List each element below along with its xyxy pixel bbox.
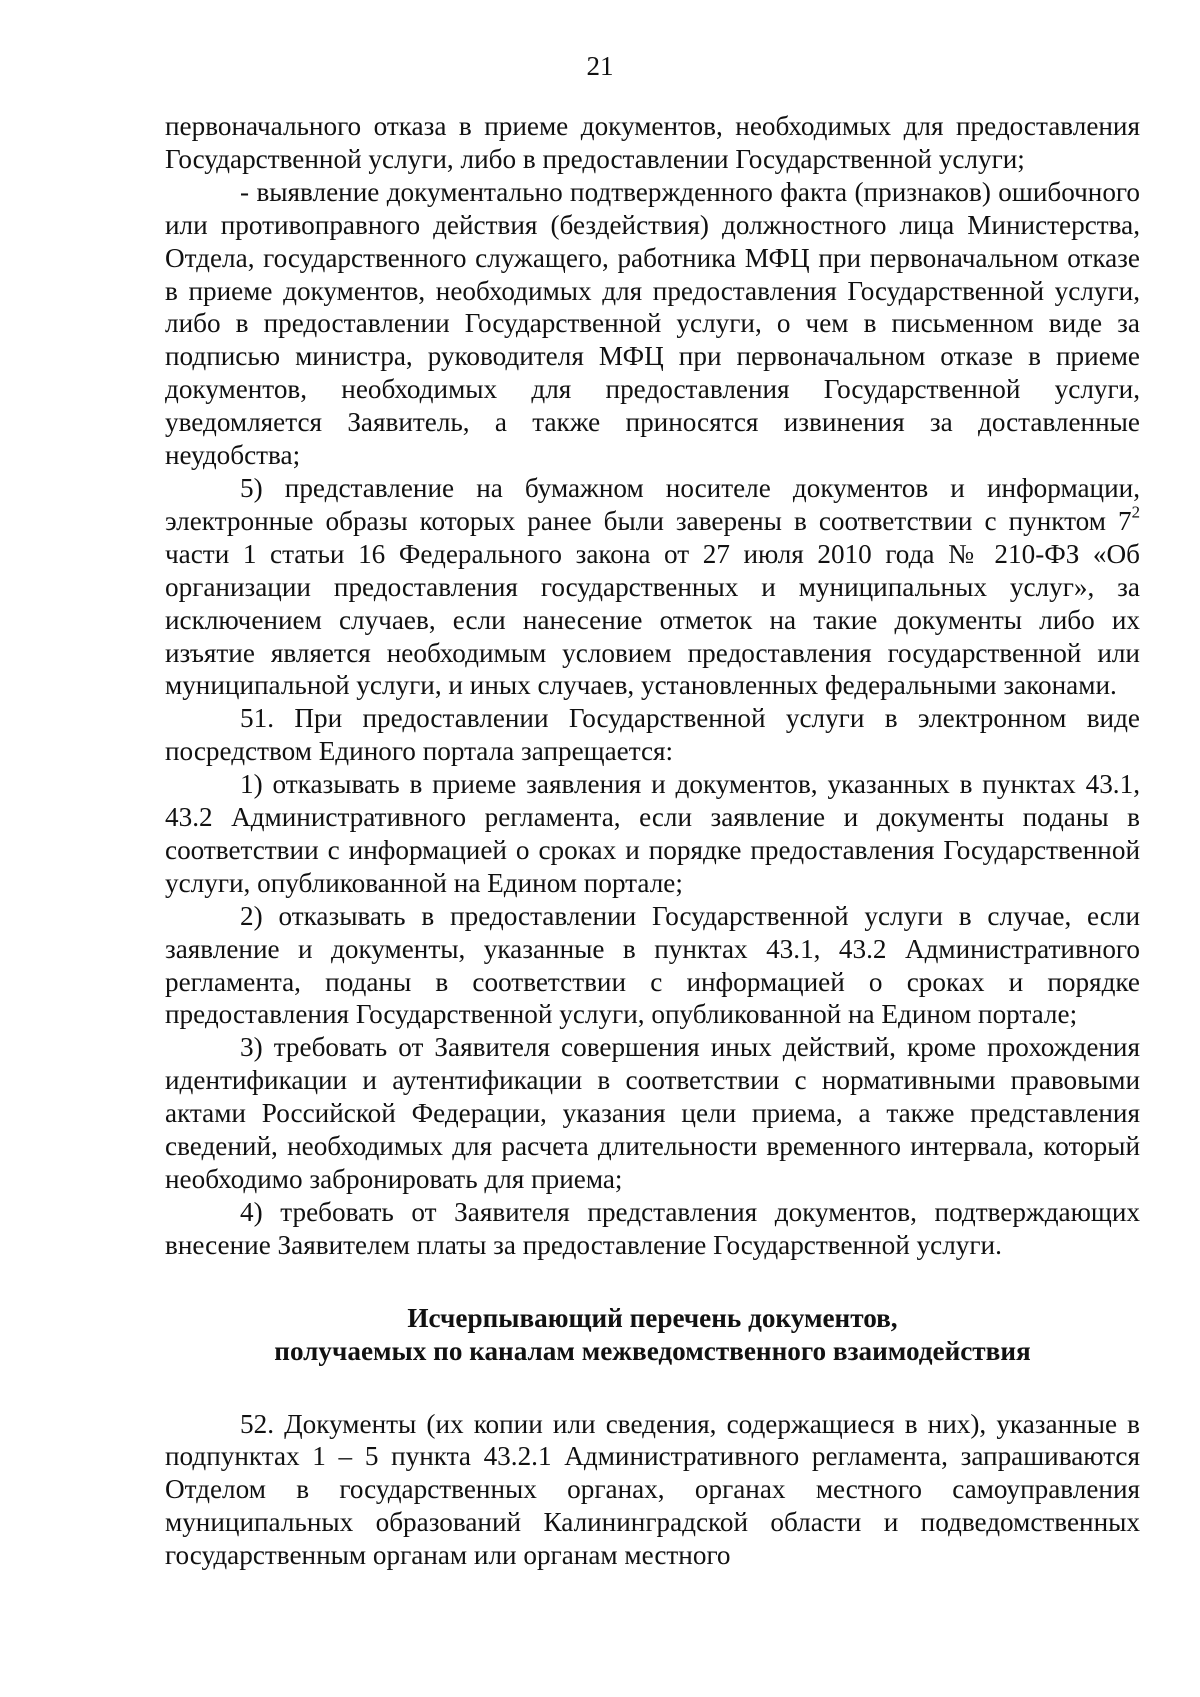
paragraph-item-5-text-rest: части 1 статьи 16 Федерального закона от 27 июля 2010 года № 210-ФЗ «Об организации предоставления государственных и муниципальных услуг», за исключением случаев, если нанесение отметок на такие документы либо их изъятие является необходимым условием предоставления государственной или муниципальной услуги, и иных случаев, установленных федеральными законами. bbox=[165, 538, 1140, 701]
paragraph-51: 51. При предоставлении Государственной услуги в электронном виде посредством Единого портала запрещается: bbox=[165, 703, 1140, 767]
paragraph-52: 52. Документы (их копии или сведения, содержащиеся в них), указанные в подпунктах 1 – 5 пункта 43.2.1 Административного регламента, запрашиваются Отделом в государственных органах, органах местного самоуправления муниципальных образований Калининградской области и подведомственных государственным органам или органам местного bbox=[165, 1408, 1140, 1571]
section-heading-line-1: Исчерпывающий перечень документов, bbox=[407, 1302, 898, 1333]
page-number: 21 bbox=[586, 51, 614, 81]
paragraph-continuation: первоначального отказа в приеме документов, необходимых для предоставления Государственной услуги, либо в предоставлении Государственной услуги; bbox=[165, 111, 1140, 174]
paragraph-51-item-4: 4) требовать от Заявителя представления документов, подтверждающих внесение Заявителем платы за предоставление Государственной услуги. bbox=[165, 1196, 1140, 1260]
document-body bbox=[165, 110, 1140, 1572]
paragraph-51-item-1: 1) отказывать в приеме заявления и документов, указанных в пунктах 43.1, 43.2 Административного регламента, если заявление и документы поданы в соответствии с информацией о сроках и порядке предоставления Государственной услуги, опубликованной на Едином портале; bbox=[165, 769, 1140, 898]
paragraph-51-item-2: 2) отказывать в предоставлении Государственной услуги в случае, если заявление и документы, указанные в пунктах 43.1, 43.2 Административного регламента, поданы в соответствии с информацией о сроках и порядке предоставления Государственной услуги, опубликованной на Едином портале; bbox=[165, 900, 1140, 1030]
paragraph-error-detection: - выявление документально подтвержденного факта (признаков) ошибочного или противоправного действия (бездействия) должностного лица Министерства, Отдела, государственного служащего, работника МФЦ при первоначальном отказе в приеме документов, необходимых для предоставления Государственной услуги, либо в предоставлении Государственной услуги, о чем в письменном виде за подписью министра, руководителя МФЦ при первоначальном отказе в приеме документов, необходимых для предоставления Государственной услуги, уведомляется Заявитель, а также приносятся извинения за доставленные неудобства; bbox=[165, 176, 1140, 471]
paragraph-item-5 bbox=[165, 472, 1140, 702]
section-heading-line-2: получаемых по каналам межведомственного взаимодействия bbox=[274, 1335, 1031, 1366]
paragraph-51-item-3: 3) требовать от Заявителя совершения иных действий, кроме прохождения идентификации и аутентификации в соответствии с нормативными правовыми актами Российской Федерации, указания цели приема, а также представления сведений, необходимых для расчета длительности временного интервала, который необходимо забронировать для приема; bbox=[165, 1032, 1140, 1194]
section-heading bbox=[165, 1302, 1140, 1368]
superscript-2: 2 bbox=[1131, 502, 1140, 522]
paragraph-item-5-text: 5) представление на бумажном носителе документов и информации, электронные образы которых ранее были заверены в соответствии с пунктом 7 bbox=[165, 472, 1140, 536]
